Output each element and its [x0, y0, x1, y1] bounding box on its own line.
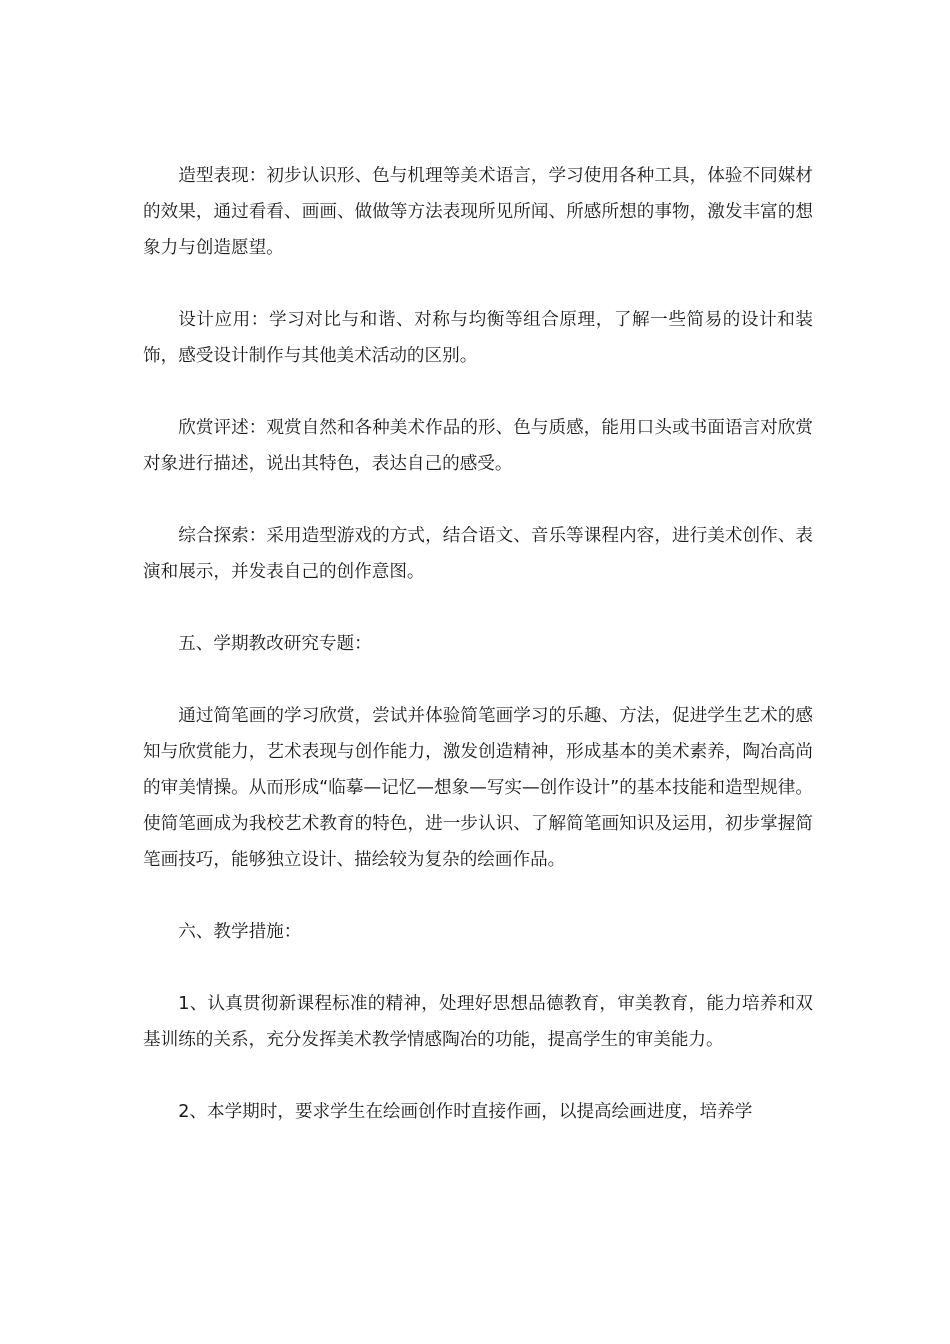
- paragraph-measure-2: 2、本学期时，要求学生在绘画创作时直接作画，以提高绘画进度，培养学: [178, 1102, 753, 1122]
- section-heading-teaching-measures: 六、教学措施：: [178, 922, 302, 942]
- document-page: [143, 158, 813, 1130]
- paragraph-measure-1: 1、认真贯彻新课程标准的精神，处理好思想品德教育，审美教育，能力培养和双基训练的关系，充分发挥美术教学情感陶冶的功能，提高学生的审美能力。: [143, 994, 813, 1050]
- section-heading-research-topic: 五、学期教改研究专题：: [178, 634, 372, 654]
- paragraph-research-topic: 通过简笔画的学习欣赏，尝试并体验简笔画学习的乐趣、方法，促进学生艺术的感知与欣赏能力，艺术表现与创作能力，激发创造精神，形成基本的美术素养，陶冶高尚的审美情操。从而形成“临摹—记忆—想象—写实—创作设计”的基本技能和造型规律。使简笔画成为我校艺术教育的特色，进一步认识、了解简笔画知识及运用，初步掌握简笔画技巧，能够独立设计、描绘较为复杂的绘画作品。: [143, 706, 813, 870]
- paragraph-design: 设计应用：学习对比与和谐、对称与均衡等组合原理，了解一些简易的设计和装饰，感受设计制作与其他美术活动的区别。: [143, 310, 813, 366]
- paragraph-appreciation: 欣赏评述：观赏自然和各种美术作品的形、色与质感，能用口头或书面语言对欣赏对象进行描述，说出其特色，表达自己的感受。: [143, 418, 813, 474]
- paragraph-modeling: 造型表现：初步认识形、色与机理等美术语言，学习使用各种工具，体验不同媒材的效果，通过看看、画画、做做等方法表现所见所闻、所感所想的事物，激发丰富的想象力与创造愿望。: [143, 166, 813, 258]
- paragraph-exploration: 综合探索：采用造型游戏的方式，结合语文、音乐等课程内容，进行美术创作、表演和展示，并发表自己的创作意图。: [143, 526, 813, 582]
